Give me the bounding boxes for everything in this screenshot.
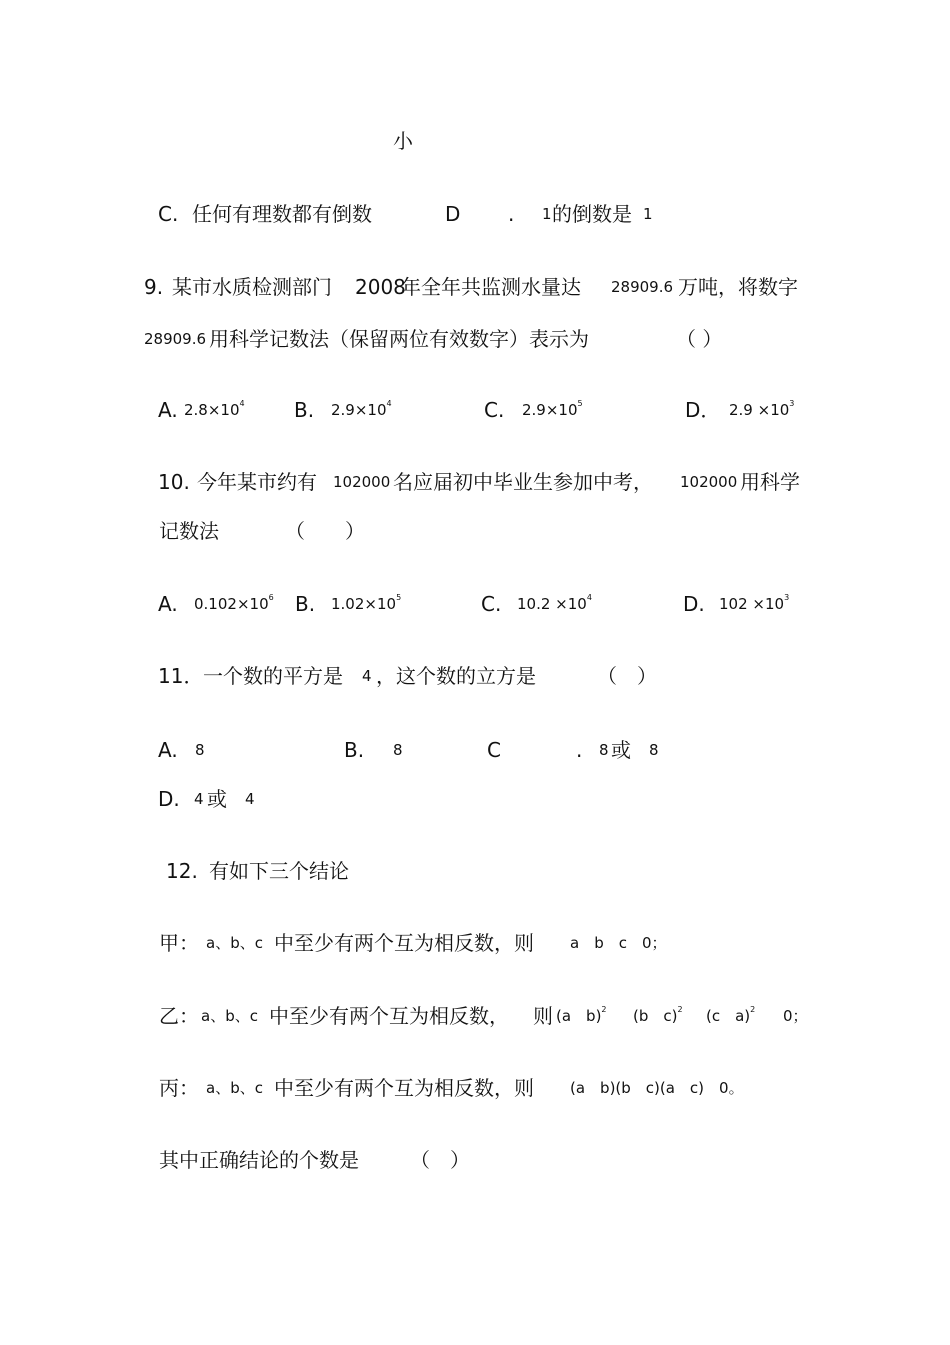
q9-year: 2008 [355, 275, 406, 299]
q9-option-b-label: B. [294, 398, 315, 422]
q11-value: 4 [362, 667, 372, 685]
q10-value: 102000 [333, 473, 391, 491]
q9-text-2: 年全年共监测水量达 [401, 275, 581, 299]
q11-option-d-or: 或 [207, 787, 227, 811]
q11-option-b-label: B. [344, 738, 365, 762]
q10-option-b-value: $1.02\times 10^5$ [331, 593, 402, 613]
q8-option-d-number: 1 [542, 205, 552, 223]
q10-option-a-label: A. [158, 592, 178, 616]
q12-statement-jia-expression: a b c 0； [570, 934, 667, 952]
q10-value-2: 102000 [680, 473, 738, 491]
q12-statement-jia-variables: a、b、c [206, 934, 263, 952]
q12-answer-parentheses: （ ） [410, 1148, 470, 1172]
q11-option-d-label: D. [158, 787, 180, 811]
q10-number: 10. [158, 470, 190, 494]
q12-statement-bing-text: 中至少有两个互为相反数，则 [274, 1076, 534, 1100]
q12-statement-yi-variables: a、b、c [201, 1007, 258, 1025]
q11-option-c-or: 或 [611, 738, 631, 762]
q11-option-c-label: C [487, 738, 501, 762]
q10-option-b-label: B. [295, 592, 316, 616]
q12-statement-bing-expression: (a b)(b c)(a c) 0。 [570, 1079, 744, 1097]
q11-text-2: ，这个数的立方是 [376, 664, 536, 688]
q12-statement-jia-text: 中至少有两个互为相反数，则 [274, 931, 534, 955]
q10-answer-parentheses: （ ） [285, 519, 365, 543]
q9-option-d-label: D． [685, 398, 721, 422]
q8-option-c-label: C. [158, 202, 179, 226]
q12-statement-yi-then: 则 [533, 1004, 553, 1028]
q8-option-d-dot: . [508, 202, 515, 226]
q9-text-1: 某市水质检测部门 [172, 275, 332, 299]
q12-statement-bing-label: 丙： [159, 1076, 199, 1100]
q9-answer-parentheses: （ ） [676, 327, 723, 351]
q11-number: 11． [158, 664, 204, 688]
q12-statement-yi-end: 0； [783, 1007, 808, 1025]
q11-answer-parentheses: （ ） [597, 664, 657, 688]
q12-statement-yi-term-2: (b c)$^2$ [633, 1005, 683, 1025]
q9-text-3: 万吨，将数字 [678, 275, 798, 299]
q9-value: 28909.6 [611, 278, 674, 296]
q9-text-4: 用科学记数法（保留两位有效数字）表示为 [209, 327, 589, 351]
q10-text-4: 记数法 [159, 519, 219, 543]
fragment-text: 小 [393, 129, 413, 153]
q10-text-2: 名应届初中毕业生参加中考， [393, 470, 653, 494]
q12-statement-bing-variables: a、b、c [206, 1079, 263, 1097]
q12-statement-yi-label: 乙： [159, 1004, 199, 1028]
q10-text-3: 用科学 [740, 470, 800, 494]
q9-option-a-value: $2.8\times 10^4$ [184, 399, 245, 419]
q11-option-d-value-2: 4 [245, 790, 255, 808]
q9-option-c-label: C. [484, 398, 505, 422]
q10-option-a-value: $0.102\times 10^6$ [194, 593, 274, 613]
q11-option-c-dot: . [576, 738, 583, 762]
q8-option-d-value: 1 [643, 205, 653, 223]
q8-option-d-text: 的倒数是 [552, 202, 632, 226]
q12-statement-yi-term-1: (a b)$^2$ [556, 1005, 607, 1025]
q12-number: 12. [166, 859, 198, 883]
q10-option-d-value: $102 \times 10^3$ [719, 593, 790, 613]
q8-option-d-label: D [445, 202, 461, 226]
q11-text-1: 一个数的平方是 [203, 664, 343, 688]
q10-option-c-label: C. [481, 592, 502, 616]
q12-statement-yi-term-3: (c a)$^2$ [706, 1005, 756, 1025]
q11-option-d-value-1: 4 [194, 790, 204, 808]
q9-value-2: 28909.6 [144, 330, 207, 348]
q10-option-d-label: D. [683, 592, 705, 616]
q11-option-b-value: 8 [393, 741, 403, 759]
q9-number: 9. [144, 275, 164, 299]
q10-option-c-value: $10.2 \times 10^4$ [517, 593, 592, 613]
q9-option-d-value: $2.9 \times 10^3$ [729, 399, 795, 419]
q12-statement-yi-text: 中至少有两个互为相反数， [269, 1004, 509, 1028]
q11-option-a-value: 8 [195, 741, 205, 759]
q11-option-a-label: A. [158, 738, 178, 762]
q12-final-question: 其中正确结论的个数是 [159, 1148, 359, 1172]
q8-option-c-text: 任何有理数都有倒数 [192, 202, 372, 226]
q9-option-c-value: $2.9\times 10^5$ [522, 399, 583, 419]
q9-option-a-label: A. [158, 398, 178, 422]
q11-option-c-value-2: 8 [649, 741, 659, 759]
q12-title: 有如下三个结论 [209, 859, 349, 883]
q12-statement-jia-label: 甲： [159, 931, 199, 955]
q11-option-c-value-1: 8 [599, 741, 609, 759]
q10-text-1: 今年某市约有 [197, 470, 317, 494]
q9-option-b-value: $2.9\times 10^4$ [331, 399, 392, 419]
